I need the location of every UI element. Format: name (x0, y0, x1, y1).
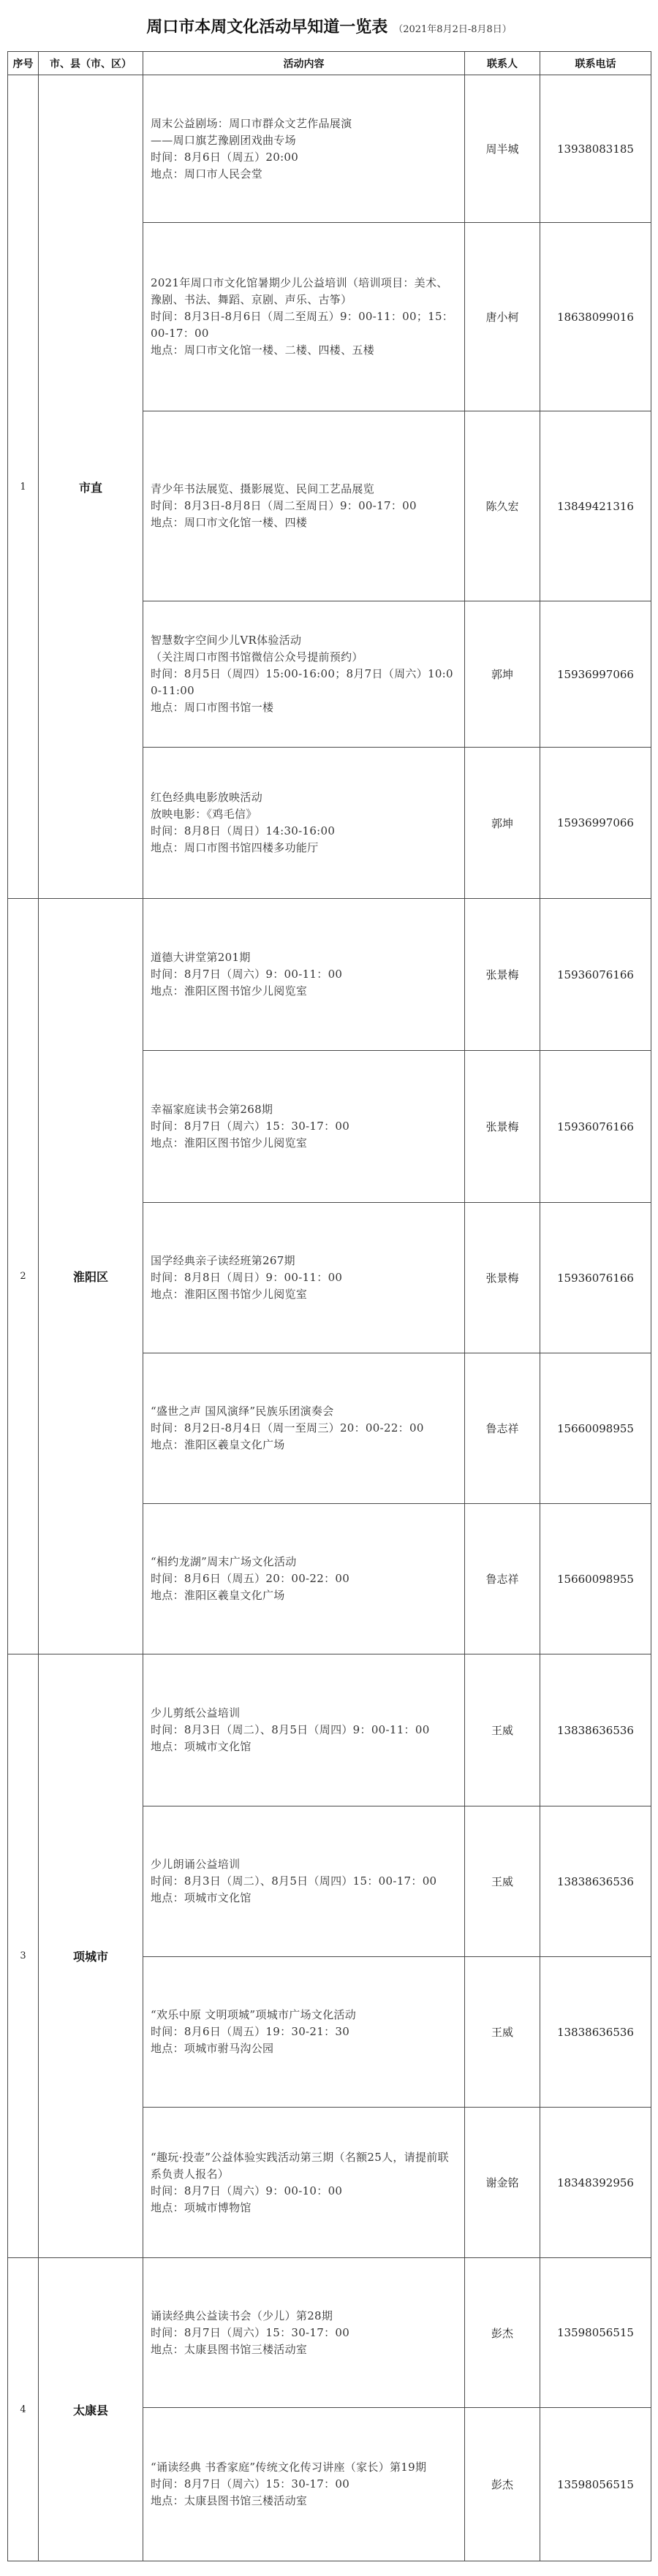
activity-line: 地点：淮阳区羲皇文化广场 (151, 1438, 285, 1451)
table-row (8, 1654, 651, 1806)
activity-line: 时间：8月8日（周日）14:30-16:00 (151, 824, 336, 837)
activity-line: 地点：太康县图书馆三楼活动室 (151, 2494, 308, 2507)
page-title: 周口市本周文化活动早知道一览表 (146, 18, 388, 37)
contact-phone-cell: 13938083185 (540, 75, 651, 223)
activity-line: ——周口旗艺豫剧团戏曲专场 (151, 133, 296, 147)
header-seq: 序号 (8, 52, 39, 75)
activity-line: 时间：8月3日-8月8日（周二至周日）9：00-17：00 (151, 499, 417, 512)
contact-phone-cell: 15936997066 (540, 748, 651, 899)
table-body (8, 75, 651, 2561)
contact-phone-cell: 13838636536 (540, 1654, 651, 1806)
activity-line: 时间：8月3日（周二）、8月5日（周四）15：00-17：00 (151, 1874, 437, 1888)
row-seq-cell: 1 (8, 75, 39, 899)
activity-line: 时间：8月7日（周六）15：30-17：00 (151, 2477, 350, 2490)
row-seq-cell: 2 (8, 899, 39, 1654)
header-region: 市、县（市、区） (39, 52, 143, 75)
activity-content-cell (143, 75, 465, 223)
activity-content-cell (143, 601, 465, 748)
contact-phone-cell: 15660098955 (540, 1353, 651, 1504)
header-contact: 联系人 (465, 52, 540, 75)
activity-content-cell (143, 223, 465, 411)
activity-line: 少儿朗诵公益培训 (151, 1858, 241, 1871)
contact-person-cell: 张景梅 (465, 899, 540, 1051)
activity-line: 时间：8月6日（周五）19：30-21：30 (151, 2025, 350, 2038)
activity-line: “趣玩·投壶”公益体验实践活动第三期（名额25人，请提前联系负责人报名） (151, 2150, 449, 2181)
contact-person-cell: 谢金铭 (465, 2108, 540, 2258)
activity-line: 诵读经典公益读书会（少儿）第28期 (151, 2309, 333, 2322)
activity-line: （关注周口市图书馆微信公众号提前预约） (151, 650, 363, 664)
table-row (8, 2258, 651, 2408)
activity-content-cell (143, 1806, 465, 1957)
activity-line: 时间：8月8日（周日）9：00-11：00 (151, 1271, 343, 1284)
activities-table (7, 51, 651, 2561)
contact-person-cell: 彭杰 (465, 2408, 540, 2561)
activity-line: 青少年书法展览、摄影展览、民间工艺品展览 (151, 482, 375, 495)
contact-person-cell: 郭坤 (465, 601, 540, 748)
activity-line: 幸福家庭读书会第268期 (151, 1103, 273, 1116)
contact-person-cell: 张景梅 (465, 1051, 540, 1203)
activity-content-cell (143, 1957, 465, 2108)
activity-line: 时间：8月6日（周五）20:00 (151, 150, 299, 164)
activity-content-cell (143, 1203, 465, 1353)
header-content: 活动内容 (143, 52, 465, 75)
activity-line: 地点：太康县图书馆三楼活动室 (151, 2342, 308, 2356)
contact-phone-cell: 15936076166 (540, 1203, 651, 1353)
activity-line: 地点：周口市图书馆四楼多功能厅 (151, 841, 319, 854)
table-row (8, 75, 651, 223)
contact-phone-cell: 15936076166 (540, 899, 651, 1051)
row-region-cell: 项城市 (39, 1654, 143, 2258)
contact-phone-cell: 15660098955 (540, 1504, 651, 1654)
row-seq-cell: 4 (8, 2258, 39, 2561)
activity-line: 地点：淮阳区图书馆少儿阅览室 (151, 984, 308, 998)
row-region-cell: 淮阳区 (39, 899, 143, 1654)
contact-person-cell: 王威 (465, 1806, 540, 1957)
activity-line: 时间：8月7日（周六）15：30-17：00 (151, 1120, 350, 1133)
activity-line: 2021年周口市文化馆暑期少儿公益培训（培训项目：美术、豫剧、书法、舞蹈、京剧、声乐、古筝） (151, 276, 448, 306)
activity-content-cell (143, 899, 465, 1051)
activity-line: 地点：项城市文化馆 (151, 1740, 252, 1753)
title-row (7, 0, 651, 51)
activity-line: 地点：淮阳区图书馆少儿阅览室 (151, 1136, 308, 1150)
activity-line: 时间：8月7日（周六）15：30-17：00 (151, 2325, 350, 2339)
activity-line: 地点：周口市文化馆一楼、二楼、四楼、五楼 (151, 343, 375, 357)
contact-phone-cell: 13838636536 (540, 1806, 651, 1957)
contact-phone-cell: 15936076166 (540, 1051, 651, 1203)
activity-line: 时间：8月7日（周六）9：00-11：00 (151, 968, 343, 981)
activity-line: 地点：项城市博物馆 (151, 2200, 252, 2214)
contact-phone-cell: 13598056515 (540, 2408, 651, 2561)
contact-person-cell: 王威 (465, 1654, 540, 1806)
date-range-subtitle: （2021年8月2日-8月8日） (393, 23, 512, 35)
activity-content-cell (143, 1504, 465, 1654)
activity-line: 放映电影：《鸡毛信》 (151, 808, 257, 821)
activity-content-cell (143, 2108, 465, 2258)
activity-line: 时间：8月5日（周四）15:00-16:00；8月7日（周六）10:00-11:00 (151, 667, 453, 697)
activity-line: 地点：项城市驸马沟公园 (151, 2042, 274, 2055)
activity-line: 地点：项城市文化馆 (151, 1891, 252, 1904)
contact-phone-cell: 13598056515 (540, 2258, 651, 2408)
row-seq-cell: 3 (8, 1654, 39, 2258)
activity-line: 红色经典电影放映活动 (151, 791, 263, 804)
contact-phone-cell: 13838636536 (540, 1957, 651, 2108)
contact-person-cell: 张景梅 (465, 1203, 540, 1353)
activity-line: 少儿剪纸公益培训 (151, 1706, 241, 1720)
activity-content-cell (143, 1654, 465, 1806)
activity-line: 周末公益剧场：周口市群众文艺作品展演 (151, 116, 352, 130)
contact-phone-cell: 18638099016 (540, 223, 651, 411)
activity-line: 地点：周口市文化馆一楼、四楼 (151, 516, 308, 529)
contact-person-cell: 郭坤 (465, 748, 540, 899)
activity-content-cell (143, 1051, 465, 1203)
contact-person-cell: 周半城 (465, 75, 540, 223)
contact-phone-cell: 18348392956 (540, 2108, 651, 2258)
row-region-cell: 市直 (39, 75, 143, 899)
table-row (8, 899, 651, 1051)
activity-line: “盛世之声 国风演绎”民族乐团演奏会 (151, 1405, 334, 1418)
activity-line: 时间：8月3日（周二）、8月5日（周四）9：00-11：00 (151, 1723, 430, 1736)
activity-line: 时间：8月7日（周六）9：00-10：00 (151, 2184, 343, 2197)
activity-line: 时间：8月2日-8月4日（周一至周三）20：00-22：00 (151, 1421, 424, 1435)
row-region-cell: 太康县 (39, 2258, 143, 2561)
activity-line: 道德大讲堂第201期 (151, 951, 251, 964)
contact-person-cell: 鲁志祥 (465, 1504, 540, 1654)
activity-line: “欢乐中原 文明项城”项城市广场文化活动 (151, 2008, 357, 2021)
contact-person-cell: 鲁志祥 (465, 1353, 540, 1504)
contact-person-cell: 陈久宏 (465, 411, 540, 601)
activity-line: 时间：8月3日-8月6日（周二至周五）9：00-11：00；15：00-17：00 (151, 310, 454, 340)
contact-person-cell: 彭杰 (465, 2258, 540, 2408)
contact-person-cell: 唐小柯 (465, 223, 540, 411)
activity-content-cell (143, 1353, 465, 1504)
activity-content-cell (143, 411, 465, 601)
header-phone: 联系电话 (540, 52, 651, 75)
activity-line: 地点：淮阳区图书馆少儿阅览室 (151, 1288, 308, 1301)
activity-content-cell (143, 748, 465, 899)
activity-line: 地点：周口市人民会堂 (151, 167, 263, 181)
activity-line: 国学经典亲子读经班第267期 (151, 1254, 295, 1267)
activity-line: 地点：周口市图书馆一楼 (151, 701, 274, 714)
activity-line: 地点：淮阳区羲皇文化广场 (151, 1589, 285, 1602)
activity-line: 时间：8月6日（周五）20：00-22：00 (151, 1572, 350, 1585)
contact-phone-cell: 15936997066 (540, 601, 651, 748)
table-header-row (8, 52, 651, 75)
activity-line: “相约龙湖”周末广场文化活动 (151, 1555, 297, 1568)
activity-line: “诵读经典 书香家庭”传统文化传习讲座（家长）第19期 (151, 2461, 427, 2474)
contact-phone-cell: 13849421316 (540, 411, 651, 601)
activity-content-cell (143, 2408, 465, 2561)
contact-person-cell: 王威 (465, 1957, 540, 2108)
activity-content-cell (143, 2258, 465, 2408)
activity-line: 智慧数字空间少儿VR体验活动 (151, 634, 302, 647)
